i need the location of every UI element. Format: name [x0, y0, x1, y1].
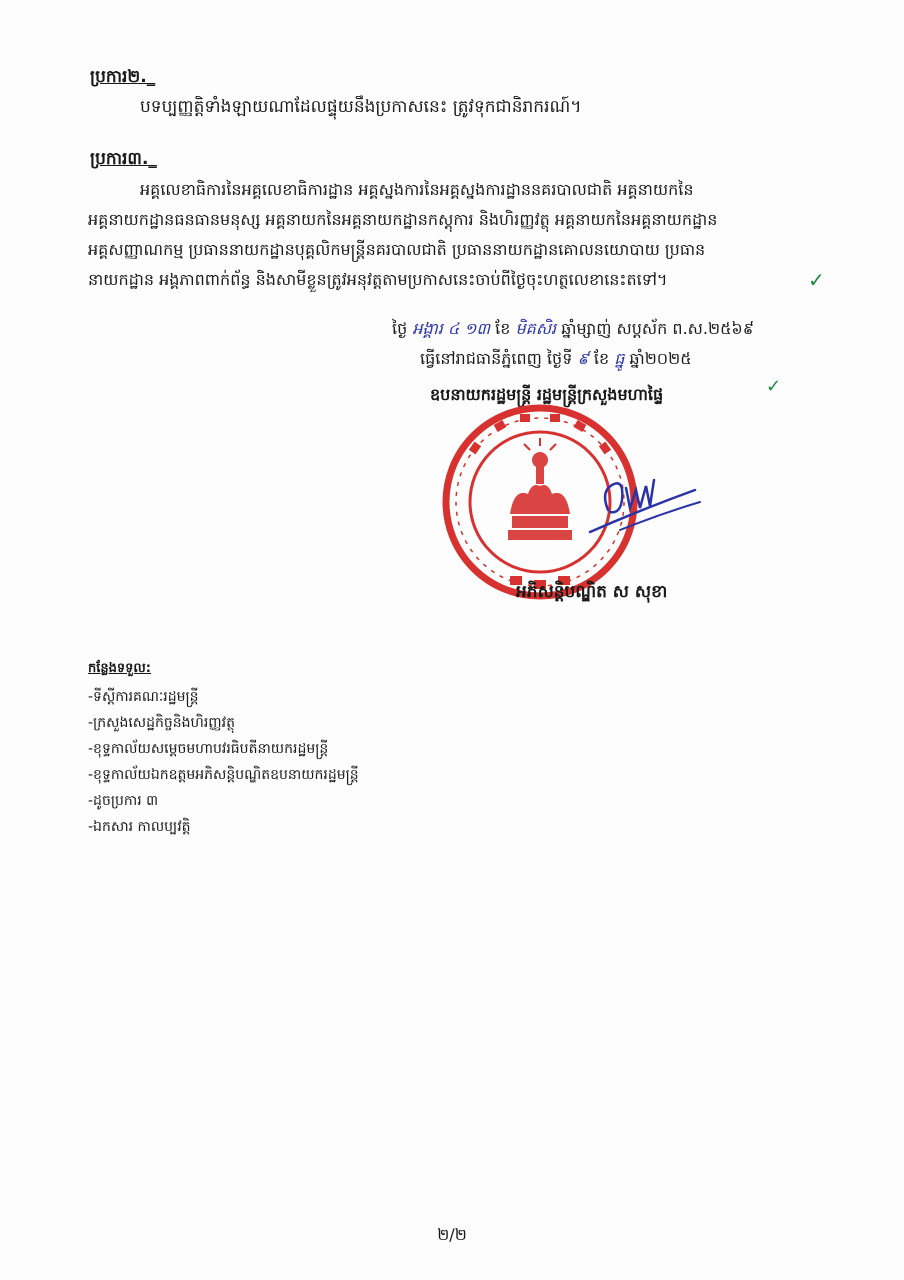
article-2-text: បទប្បញ្ញត្តិទាំងឡាយណាដែលផ្ទុយនឹងប្រកាសនេះ ត្រូវទុកជានិរាករណ៍។ [140, 97, 582, 117]
solar-day-handwritten: ៩ [577, 349, 589, 368]
solar-month-handwritten: ធ្នូ [614, 349, 625, 368]
list-item: -ខុទ្ទកាល័យសម្តេចមហាបវរធិបតីនាយករដ្ឋមន្ត្រី [88, 741, 329, 757]
list-item: -ដូចប្រការ ៣ [88, 793, 159, 809]
initial-tick-mark-2: ✓ [766, 376, 782, 397]
signer-name: អភិសន្តិបណ្ឌិត ស សុខា [516, 582, 668, 602]
lunar-date-line: ថ្ងៃ អង្គារ ៤ ១៣ ខែ មិគសិរ ឆ្នាំម្សាញ់ សប្តស័ក ព.ស.២៥៦៩ [392, 319, 755, 338]
article-2-heading: ប្រការ២._ [90, 67, 156, 87]
article-3-line-4: នាយកដ្ឋាន អង្គភាពពាក់ព័ន្ធ និងសាមីខ្លួនត្រូវអនុវត្តតាមប្រកាសនេះចាប់ពីថ្ងៃចុះហត្ថលេខានេះតទៅ។ [88, 270, 668, 289]
list-item: -ឯកសារ កាលប្បវត្តិ [88, 819, 191, 835]
article-3-line-3: អគ្គសញ្ញាណកម្ម ប្រធាននាយកដ្ឋានបុគ្គលិកមន្ត្រីនគរបាលជាតិ ប្រធាននាយកដ្ឋានគោលនយោបាយ ប្រធាន [88, 240, 706, 259]
article-3-line-2: អគ្គនាយកដ្ឋានធនធានមនុស្ស អគ្គនាយកនៃអគ្គនាយកដ្ឋានកស្តុការ និងហិរញ្ញវត្ថុ អគ្គនាយកនៃអគ្គនាយកដ្ឋាន [88, 210, 718, 229]
initial-tick-mark: ✓ [808, 268, 825, 292]
signer-title: ឧបនាយករដ្ឋមន្ត្រី រដ្ឋមន្ត្រីក្រសួងមហាផ្ទៃ [430, 385, 664, 404]
lunar-month-handwritten: មិគសិរ [515, 319, 557, 338]
article-3-heading: ប្រការ៣._ [90, 149, 157, 169]
lunar-day-handwritten: អង្គារ ៤ ១៣ [412, 319, 491, 338]
solar-date-line: ធ្វើនៅរាជធានីភ្នំពេញ ថ្ងៃទី ៩ ខែ ធ្នូ ឆ្នាំ២០២៥ [420, 349, 692, 368]
recipients-list [88, 684, 359, 840]
list-item: -ទីស្តីការគណៈរដ្ឋមន្ត្រី [88, 689, 199, 705]
page-number: ២/២ [437, 1225, 467, 1244]
article-3-line-1: អគ្គលេខាធិការនៃអគ្គលេខាធិការដ្ឋាន អគ្គស្នងការនៃអគ្គស្នងការដ្ឋាននគរបាលជាតិ អគ្គនាយកនៃ [140, 180, 694, 199]
handwritten-signature-icon [580, 470, 710, 540]
recipients-title: កន្លែងទទួល: [88, 661, 151, 676]
list-item: -ខុទ្ទកាល័យឯកឧត្តមអភិសន្តិបណ្ឌិតឧបនាយករដ្ឋមន្ត្រី [88, 767, 359, 783]
list-item: -ក្រសួងសេដ្ឋកិច្ចនិងហិរញ្ញវត្ថុ [88, 715, 235, 731]
